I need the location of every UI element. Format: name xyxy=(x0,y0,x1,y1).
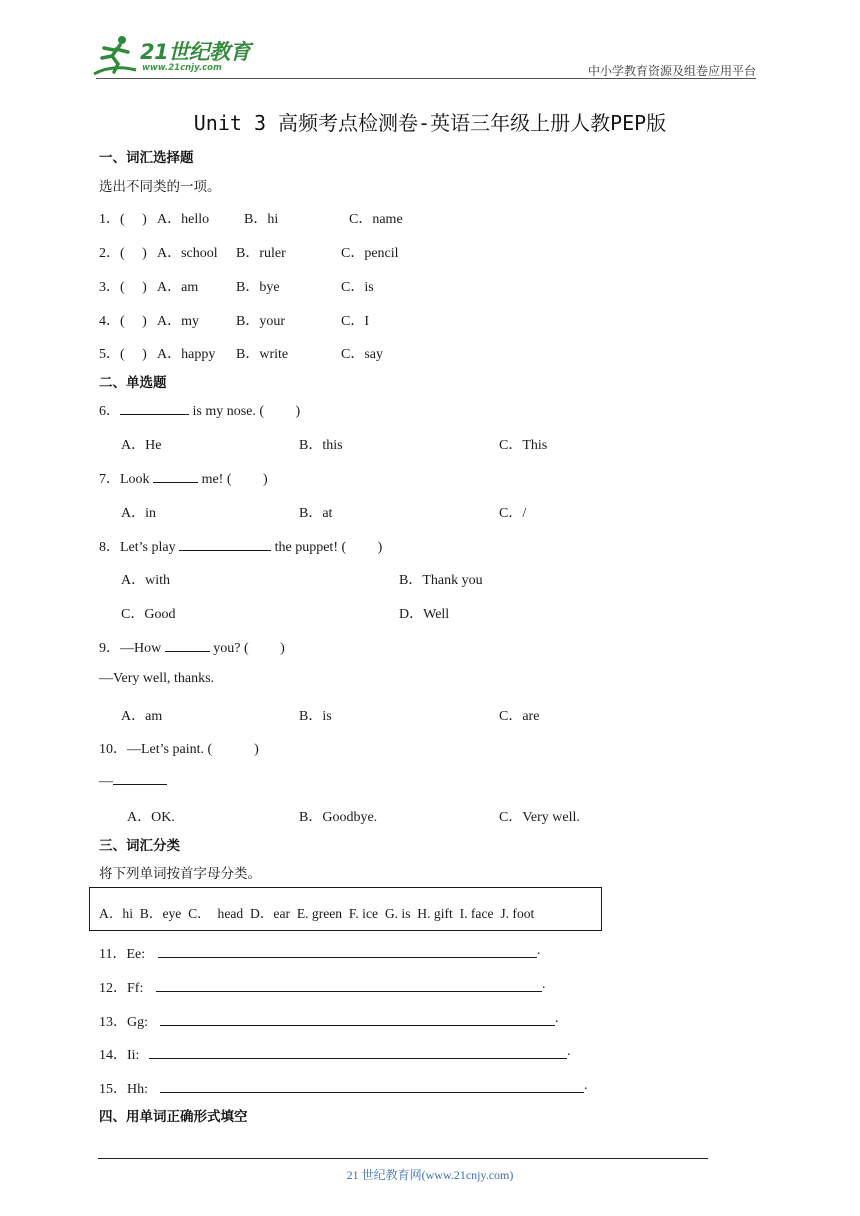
classify-line-ii[interactable] xyxy=(149,1046,567,1059)
q8-option-c[interactable]: C．Good xyxy=(121,607,176,622)
q8-stem xyxy=(99,536,382,556)
classify-period-ee: . xyxy=(537,943,541,958)
section1-instruction: 选出不同类的一项。 xyxy=(99,179,221,195)
q9-option-c[interactable]: C．are xyxy=(499,709,540,724)
section1-heading: 一、词汇选择题 xyxy=(99,150,194,166)
footer-divider xyxy=(98,1158,708,1159)
q8-option-d[interactable]: D．Well xyxy=(399,607,450,622)
runner-icon xyxy=(92,34,138,76)
q3-option-b[interactable]: B．bye xyxy=(236,280,280,295)
classify-label-ii: 14．Ii: xyxy=(99,1048,140,1063)
q1-option-a[interactable]: A．hello xyxy=(157,212,210,227)
q8-text: the puppet! ( ) xyxy=(271,540,383,555)
q7-option-c[interactable]: C．/ xyxy=(499,506,527,521)
q7-text: me! ( ) xyxy=(198,472,268,487)
q10-stem: 10．—Let’s paint. ( ) xyxy=(99,742,259,757)
header-divider xyxy=(96,78,756,79)
q2-option-b[interactable]: B．ruler xyxy=(236,246,286,261)
q6-number: 6． xyxy=(99,404,120,419)
q10-option-a[interactable]: A．OK. xyxy=(127,810,175,825)
q4-option-b[interactable]: B．your xyxy=(236,314,285,329)
classify-period-hh: . xyxy=(584,1078,588,1093)
q10-option-c[interactable]: C．Very well. xyxy=(499,810,580,825)
logo-url: www.21cnjy.com xyxy=(142,63,222,73)
q9-reply: —Very well, thanks. xyxy=(99,671,215,686)
q8-number: 8．Let’s play xyxy=(99,540,180,555)
q6-option-c[interactable]: C．This xyxy=(499,438,548,453)
q2-option-a[interactable]: A．school xyxy=(157,246,218,261)
classify-line-ff[interactable] xyxy=(156,979,542,992)
q5-number: 5．( ) xyxy=(99,347,147,362)
classify-line-ee[interactable] xyxy=(158,945,537,958)
q10-reply: — xyxy=(99,774,113,789)
q6-option-a[interactable]: A．He xyxy=(121,438,162,453)
q2-number: 2．( ) xyxy=(99,246,147,261)
page-title: Unit 3 高频考点检测卷-英语三年级上册人教PEP版 xyxy=(193,111,667,135)
classify-period-ff: . xyxy=(542,977,546,992)
q4-option-a[interactable]: A．my xyxy=(157,314,199,329)
q7-option-a[interactable]: A．in xyxy=(121,506,156,521)
q7-number: 7．Look xyxy=(99,472,154,487)
classify-line-hh[interactable] xyxy=(160,1080,584,1093)
site-logo xyxy=(92,34,262,78)
q10-blank[interactable] xyxy=(113,772,167,785)
q7-stem xyxy=(99,468,268,488)
q10-option-b[interactable]: B．Goodbye. xyxy=(299,810,378,825)
q3-option-a[interactable]: A．am xyxy=(157,280,199,295)
q9-number: 9．—How xyxy=(99,641,165,656)
classify-label-ff: 12．Ff: xyxy=(99,981,144,996)
q4-option-c[interactable]: C．I xyxy=(341,314,369,329)
q6-blank[interactable] xyxy=(120,402,189,415)
q9-option-b[interactable]: B．is xyxy=(299,709,332,724)
classify-label-ee: 11．Ee: xyxy=(99,947,146,962)
section3-instruction: 将下列单词按首字母分类。 xyxy=(99,866,261,882)
q8-option-b[interactable]: B．Thank you xyxy=(399,573,483,588)
q6-stem xyxy=(99,400,300,420)
q9-option-a[interactable]: A．am xyxy=(121,709,163,724)
q7-option-b[interactable]: B．at xyxy=(299,506,333,521)
q8-blank[interactable] xyxy=(179,538,271,551)
section3-heading: 三、词汇分类 xyxy=(99,838,180,854)
q5-option-b[interactable]: B．write xyxy=(236,347,289,362)
section2-heading: 二、单选题 xyxy=(99,375,167,391)
q3-number: 3．( ) xyxy=(99,280,147,295)
classify-label-hh: 15．Hh: xyxy=(99,1082,148,1097)
classify-period-gg: . xyxy=(555,1011,559,1026)
q1-number: 1．( ) xyxy=(99,212,147,227)
q8-option-a[interactable]: A．with xyxy=(121,573,170,588)
classify-line-gg[interactable] xyxy=(160,1013,555,1026)
classify-period-ii: . xyxy=(567,1044,571,1059)
q7-blank[interactable] xyxy=(153,470,198,483)
q5-option-a[interactable]: A．happy xyxy=(157,347,216,362)
platform-label: 中小学教育资源及组卷应用平台 xyxy=(587,64,756,78)
q1-option-c[interactable]: C．name xyxy=(349,212,403,227)
word-bank: A．hi B．eye C． head D．ear E. green F. ice G. is H. gift I. face J. foot xyxy=(99,906,535,921)
q9-stem xyxy=(99,637,285,657)
q4-number: 4．( ) xyxy=(99,314,147,329)
q10-reply-line xyxy=(99,772,167,790)
q9-text: you? ( ) xyxy=(209,641,285,656)
footer-link[interactable]: 21 世纪教育网(www.21cnjy.com) xyxy=(346,1168,514,1182)
section4-heading: 四、用单词正确形式填空 xyxy=(99,1109,248,1125)
q3-option-c[interactable]: C．is xyxy=(341,280,374,295)
logo-text: 21世纪教育 xyxy=(140,40,251,64)
q6-option-b[interactable]: B．this xyxy=(299,438,343,453)
q6-text: is my nose. ( ) xyxy=(189,404,301,419)
q5-option-c[interactable]: C．say xyxy=(341,347,383,362)
q9-blank[interactable] xyxy=(165,639,210,652)
q1-option-b[interactable]: B．hi xyxy=(244,212,279,227)
word-bank-box xyxy=(89,887,602,931)
q2-option-c[interactable]: C．pencil xyxy=(341,246,399,261)
classify-label-gg: 13．Gg: xyxy=(99,1015,148,1030)
